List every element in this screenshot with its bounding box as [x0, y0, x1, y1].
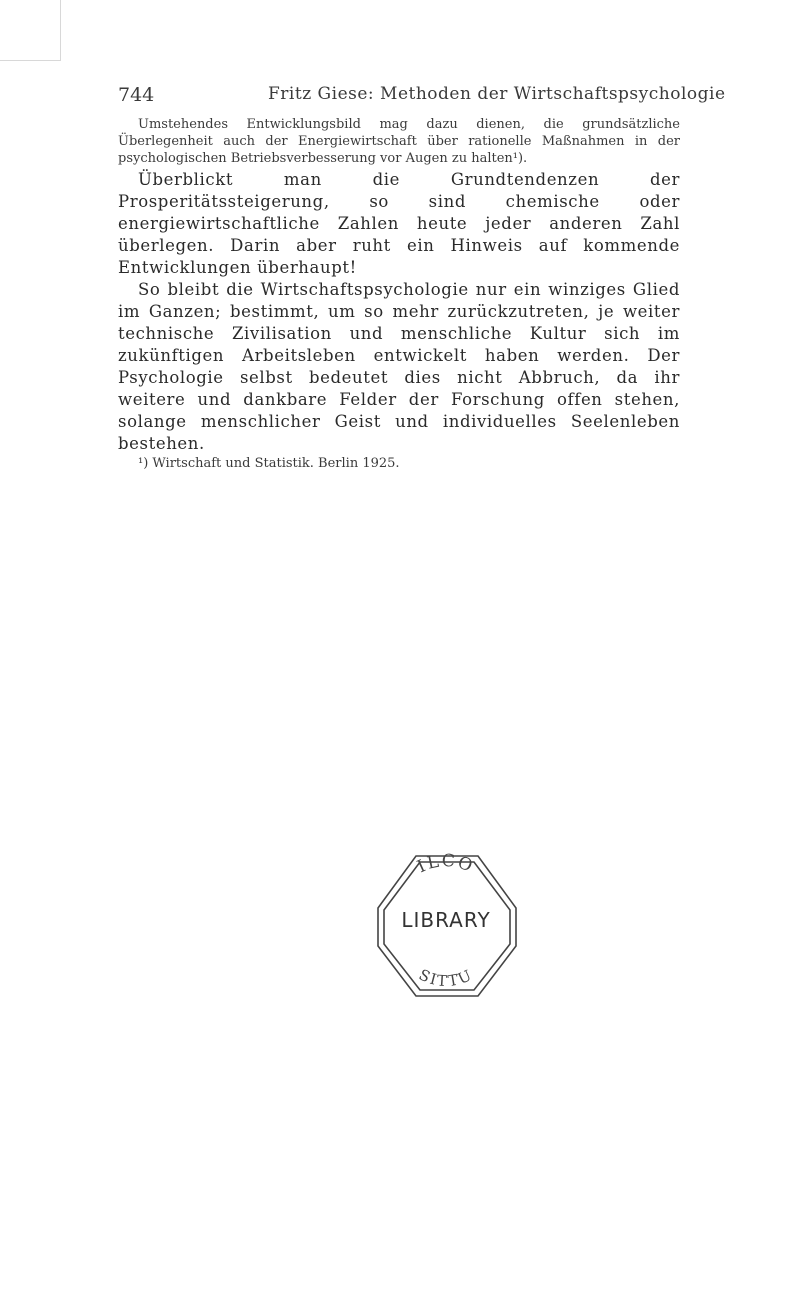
svg-text:SITTU: SITTU — [416, 965, 476, 991]
running-head-title: Fritz Giese: Methoden der Wirtschaftspsychologie — [268, 84, 726, 104]
footnote: ¹) Wirtschaft und Statistik. Berlin 1925. — [138, 456, 400, 471]
intro-paragraph: Umstehendes Entwicklungsbild mag dazu dienen, die grundsätzliche Überlegenheit auch der Energiewirtschaft über rationelle Maßnahmen in der psychologischen Betriebsverbesserung vor Augen zu halten¹). — [118, 117, 680, 166]
stamp-label: LIBRARY — [401, 908, 491, 932]
body-paragraph-1: Überblickt man die Grundtendenzen der Prosperitätssteigerung, so sind chemische oder energiewirtschaftliche Zahlen heute jeder anderen Zahl überlegen. Darin aber ruht ein Hinweis auf kommende Entwicklungen überhaupt! — [118, 170, 680, 277]
page-number: 744 — [118, 84, 155, 106]
body-paragraph-2: So bleibt die Wirtschaftspsychologie nur ein winziges Glied im Ganzen; bestimmt, um so mehr zurückzutreten, je weiter technische Zivilisation und menschliche Kultur sich im zukünftigen Arbeitsleben entwickelt haben werden. Der Psychologie selbst bedeutet dies nicht Abbruch, da ihr weitere und dankbare Felder der Forschung offen stehen, solange menschlicher Geist und individuelles Seelenleben bestehen. — [118, 280, 680, 453]
main-text — [118, 116, 680, 473]
running-head — [118, 84, 726, 106]
svg-text:ILCO: ILCO — [414, 850, 477, 878]
library-stamp — [366, 846, 526, 1002]
page-corner-fold — [0, 0, 61, 61]
